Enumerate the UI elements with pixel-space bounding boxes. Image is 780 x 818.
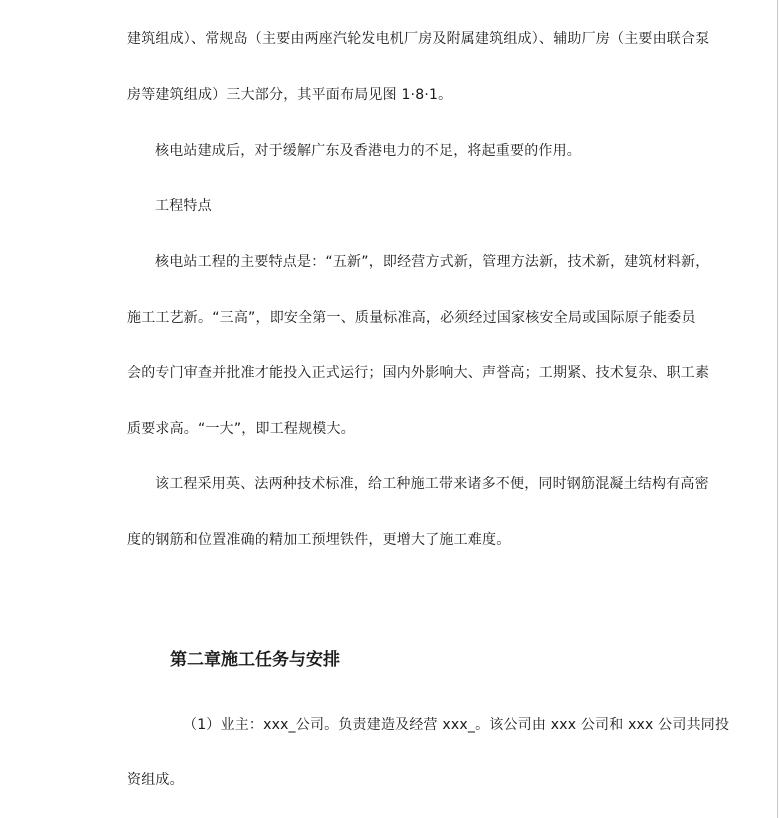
paragraph-line: 资组成。 <box>127 772 184 788</box>
paragraph-line: （1）业主：xxx_公司。负责建造及经营 xxx_。该公司由 xxx 公司和 xxx 公司共同投 <box>183 717 730 733</box>
page-edge-divider <box>777 0 778 818</box>
chapter-heading: 第二章施工任务与安排 <box>170 650 340 670</box>
section-label: 工程特点 <box>155 198 212 214</box>
paragraph-line: 该工程采用英、法两种技术标准，给工种施工带来诸多不便，同时钢筋混凝土结构有高密 <box>155 476 709 492</box>
paragraph-line: 核电站建成后，对于缓解广东及香港电力的不足，将起重要的作用。 <box>155 143 581 159</box>
paragraph-line: 会的专门审查并批准才能投入正式运行；国内外影响大、声誉高；工期紧、技术复杂、职工素 <box>127 365 710 381</box>
paragraph-line: 房等建筑组成）三大部分，其平面布局见图 1·8·1。 <box>127 87 453 103</box>
paragraph-line: 质要求高。“一大”，即工程规模大。 <box>127 421 355 437</box>
paragraph-line: 核电站工程的主要特点是：“五新”，即经营方式新，管理方法新，技术新，建筑材料新， <box>155 254 710 270</box>
paragraph-line: 施工工艺新。“三高”，即安全第一、质量标准高，必须经过国家核安全局或国际原子能委员 <box>127 310 696 326</box>
paragraph-line: 度的钢筋和位置准确的精加工预埋铁件，更增大了施工难度。 <box>127 532 511 548</box>
paragraph-line: 建筑组成）、常规岛（主要由两座汽轮发电机厂房及附属建筑组成）、辅助厂房（主要由联合泵 <box>127 31 710 47</box>
